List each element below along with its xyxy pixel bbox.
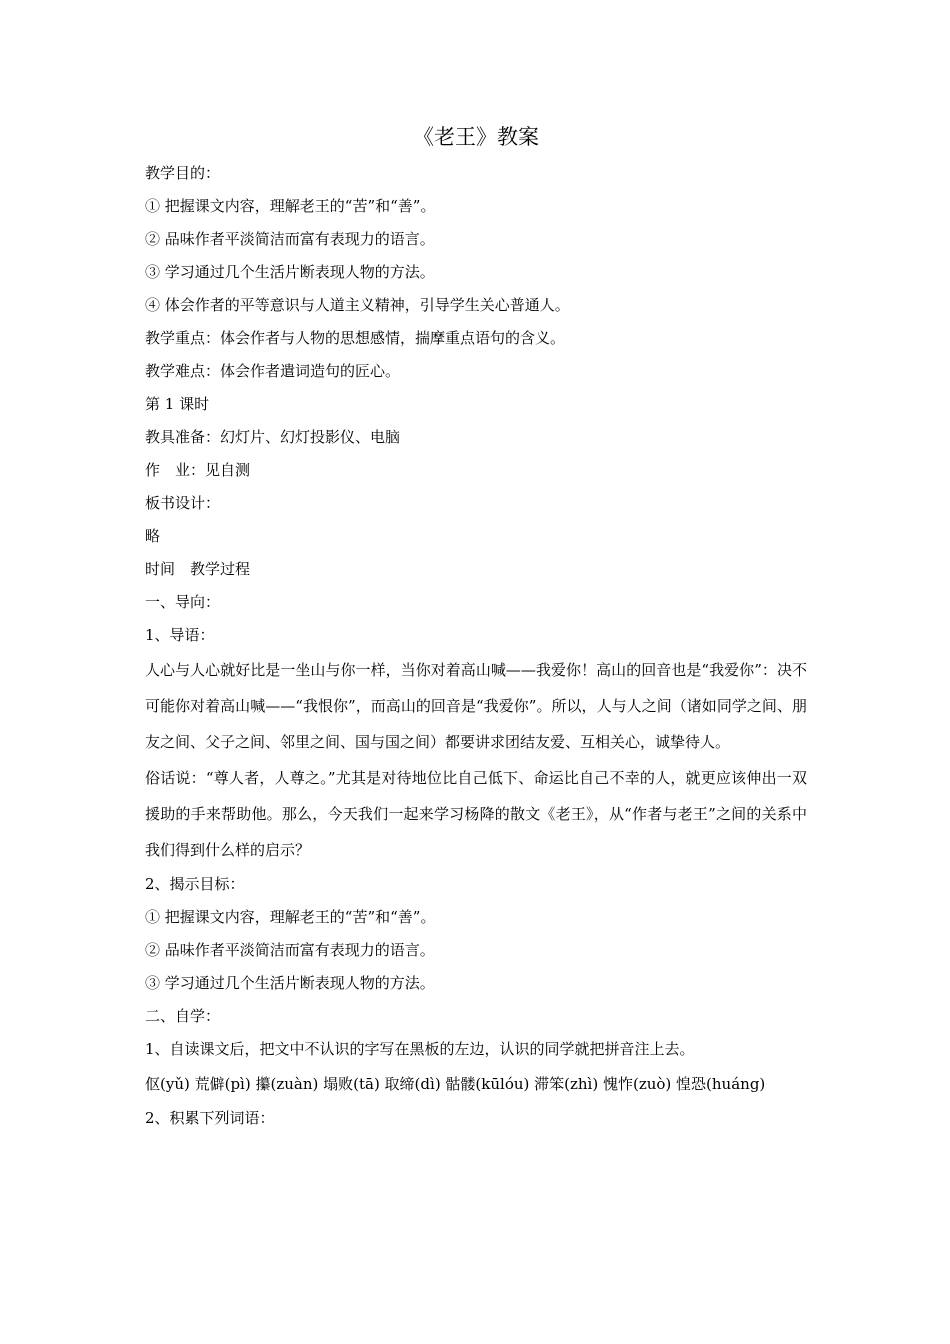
paragraph-proverb: 俗话说：“尊人者，人尊之。”尤其是对待地位比自己低下、命运比自己不幸的人，就更应该伸出一双援助的手来帮助他。那么，今天我们一起来学习杨降的散文《老王》，从“作者与老王”之间的关系中我们得到什么样的启示？ (145, 769, 807, 859)
document-title: 《老王》教案 (413, 125, 539, 149)
document-page (145, 120, 807, 1135)
text-line: 1、导语： (145, 626, 215, 644)
text-line: 2、积累下列词语： (145, 1109, 275, 1127)
pinyin-list: 伛(yǔ) 荒僻(pì) 攥(zuàn) 塌败(tā) 取缔(dì) 骷髅(kūlóu) 滞笨(zhì) 愧怍(zuò) 惶恐(huáng) (145, 1075, 766, 1093)
text-line: ③ 学习通过几个生活片断表现人物的方法。 (145, 263, 435, 281)
text-line: 作 业：见自测 (145, 461, 251, 479)
text-line: 教具准备：幻灯片、幻灯投影仪、电脑 (145, 428, 401, 446)
text-line: 1、自读课文后，把文中不认识的字写在黑板的左边，认识的同学就把拼音注上去。 (145, 1040, 695, 1058)
text-line: 教学重点：体会作者与人物的思想感情，揣摩重点语句的含义。 (145, 329, 566, 347)
text-line: 时间 教学过程 (145, 560, 251, 578)
text-line: 教学难点：体会作者遣词造句的匠心。 (145, 362, 401, 380)
text-line: ② 品味作者平淡简洁而富有表现力的语言。 (145, 941, 435, 959)
text-line: 略 (145, 527, 161, 545)
text-line: 2、揭示目标： (145, 875, 245, 893)
text-line: 二、自学： (145, 1007, 221, 1025)
text-line: ① 把握课文内容，理解老王的“苦”和“善”。 (145, 197, 436, 215)
text-line: 第 1 课时 (145, 395, 210, 413)
paragraph-intro: 人心与人心就好比是一坐山与你一样，当你对着高山喊——我爱你！高山的回音也是“我爱你”：决不可能你对着高山喊——“我恨你”，而高山的回音是“我爱你”。所以，人与人之间（诸如同学之间、朋友之间、父子之间、邻里之间、国与国之间）都要讲求团结友爱、互相关心，诚挚待人。 (145, 661, 807, 751)
text-line: 教学目的： (145, 164, 221, 182)
text-line: 板书设计： (145, 494, 221, 512)
text-line: 一、导向： (145, 593, 221, 611)
text-line: ③ 学习通过几个生活片断表现人物的方法。 (145, 974, 435, 992)
text-line: ① 把握课文内容，理解老王的“苦”和“善”。 (145, 908, 436, 926)
text-line: ② 品味作者平淡简洁而富有表现力的语言。 (145, 230, 435, 248)
text-line: ④ 体会作者的平等意识与人道主义精神，引导学生关心普通人。 (145, 296, 570, 314)
